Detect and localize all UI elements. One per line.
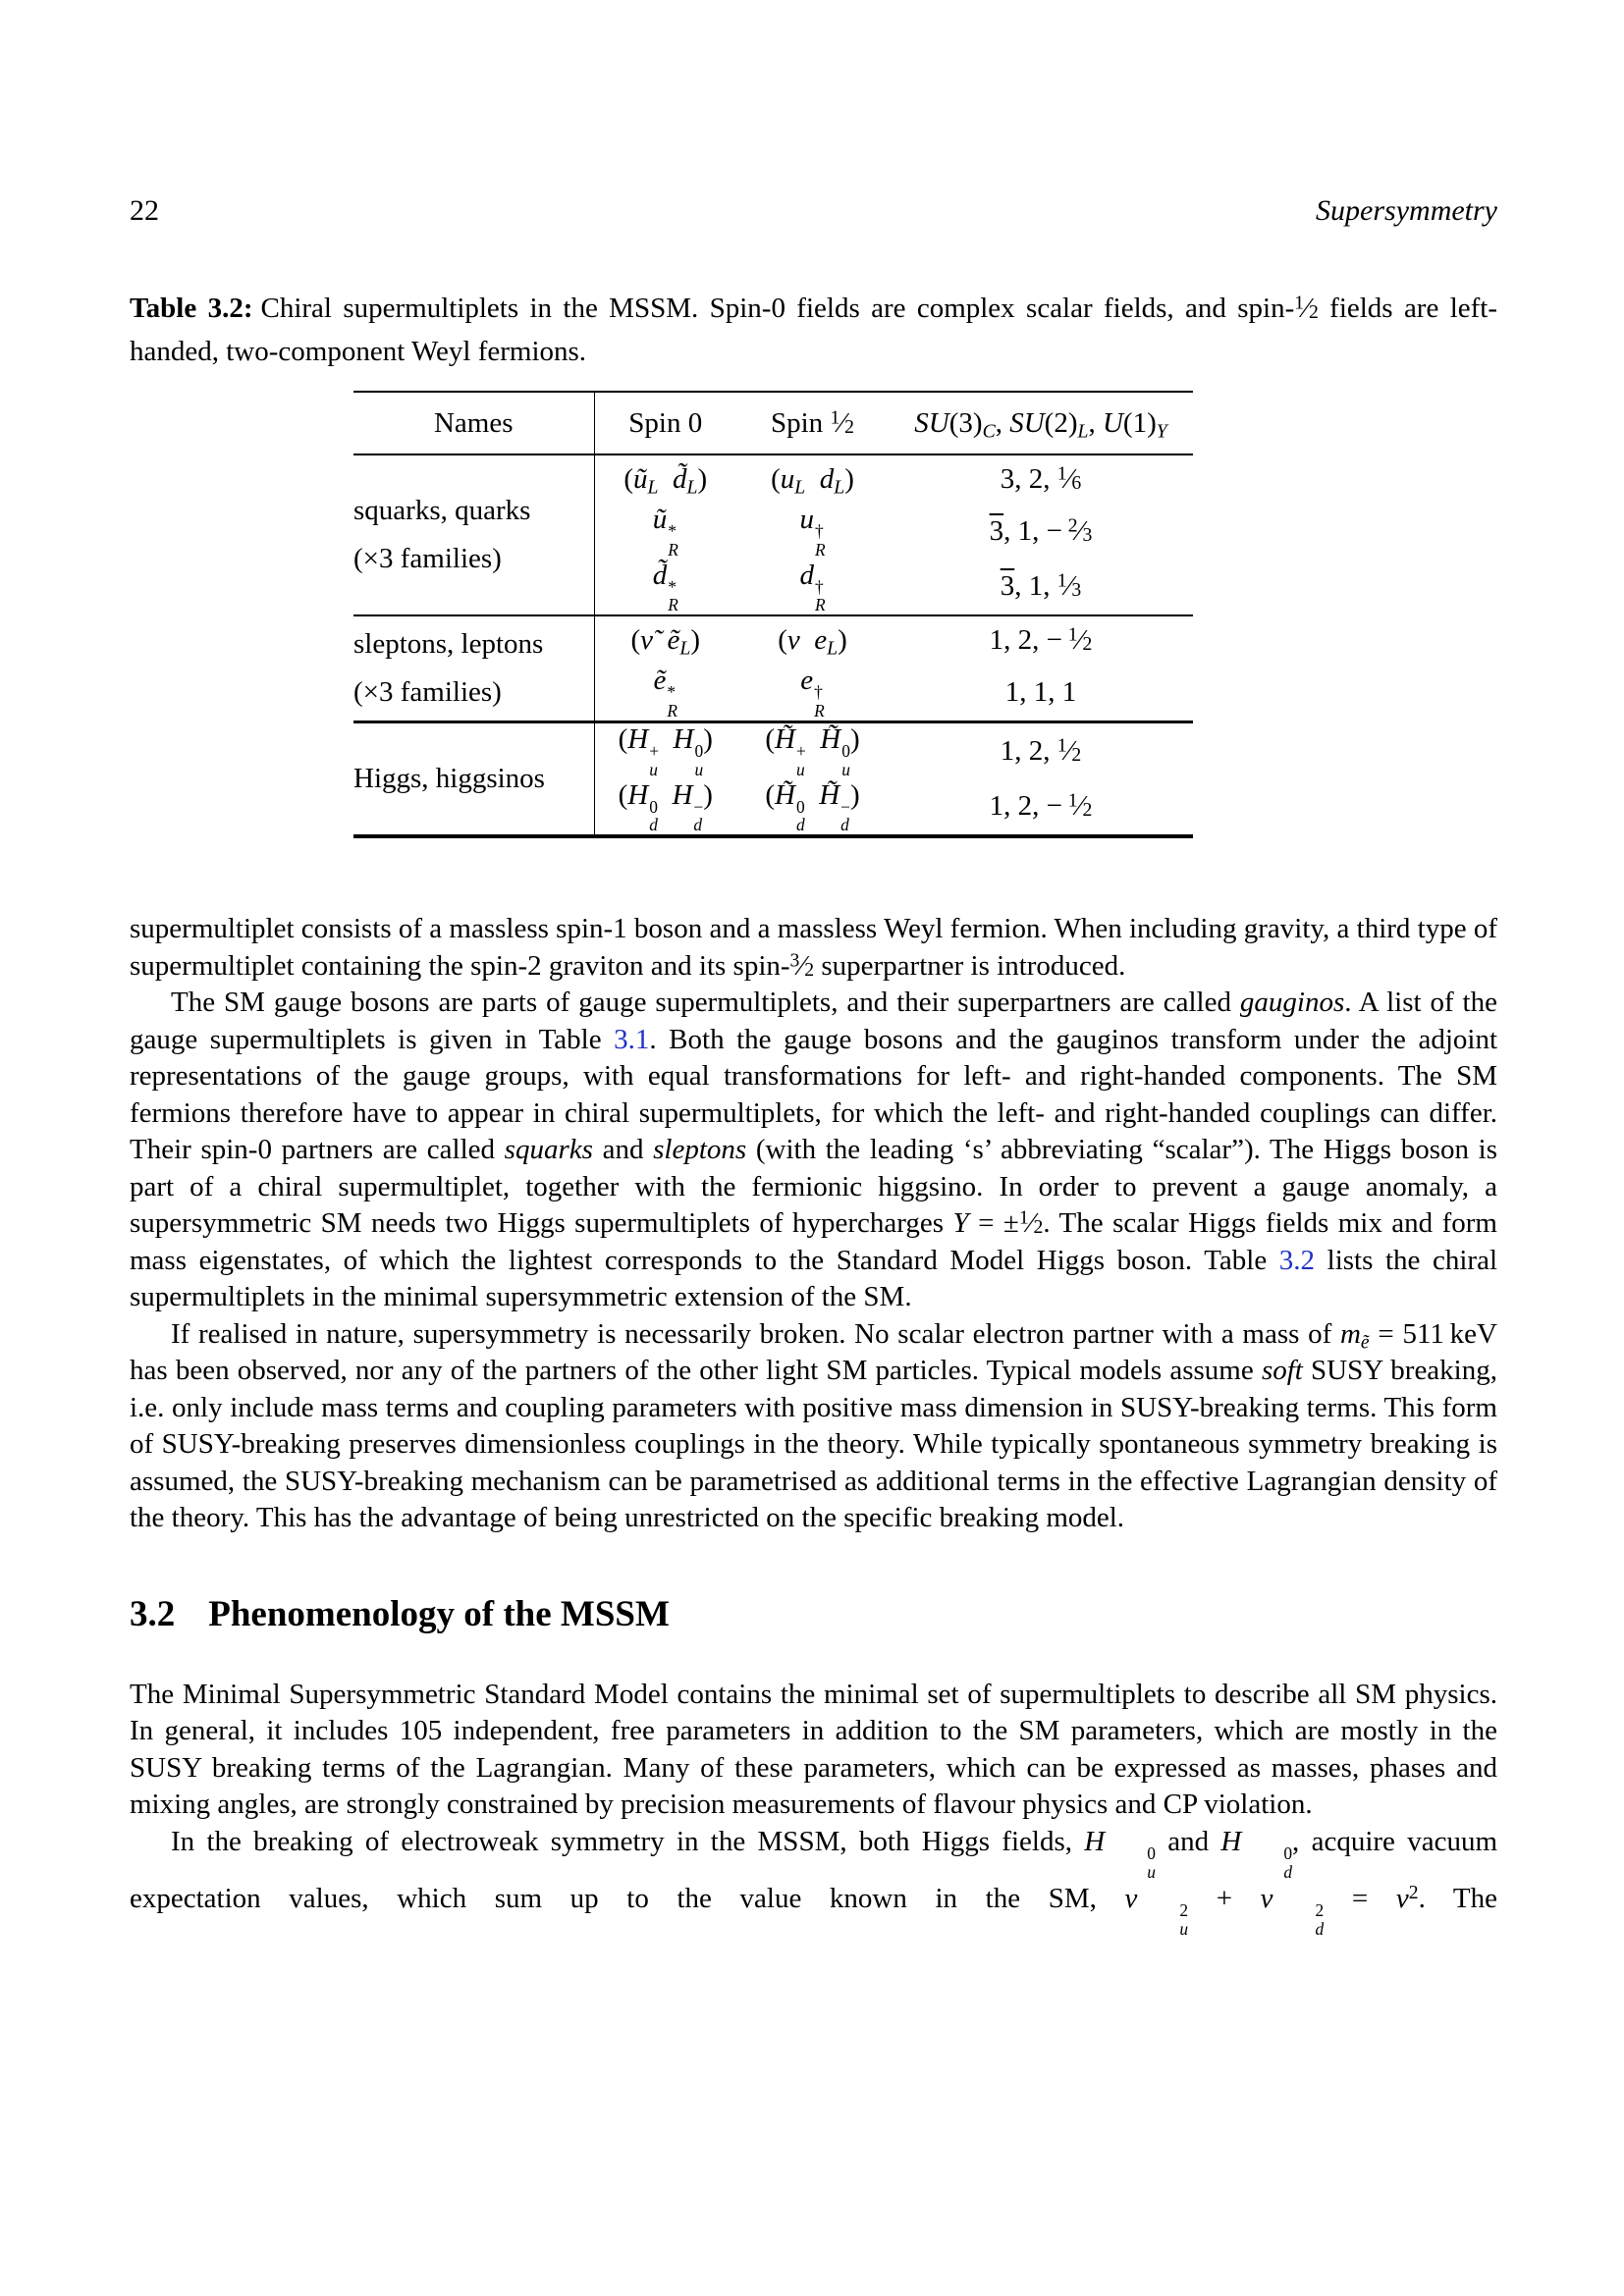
cell-spin0: (ν̃ ẽ$_L$) <box>630 624 701 660</box>
group-name-line: sleptons, leptons <box>353 628 544 661</box>
group-name-line: (×3 families) <box>353 543 502 575</box>
table-row <box>353 615 1193 665</box>
cell-spin12: d † R <box>799 559 826 615</box>
group-squarks-quarks <box>353 454 1193 615</box>
page-number: 22 <box>130 194 159 227</box>
cell-gauge: 1, 2, − $^1⁄_2$ <box>989 624 1093 657</box>
cell-gauge: 3, 1, − $^2⁄_3$ <box>989 514 1093 547</box>
ref-table-3-1[interactable]: 3.1 <box>614 1023 650 1055</box>
group-name-line: Higgs, higgsinos <box>353 763 545 795</box>
cell-spin0: ($ũ_L$ $d̃_L$) <box>623 463 708 499</box>
col-header-names: Names <box>353 392 594 454</box>
section-title: Phenomenology of the MSSM <box>208 1593 670 1634</box>
cell-spin12: (H̃ 0 d H̃ − d ) <box>765 778 860 835</box>
running-title: Supersymmetry <box>1316 194 1497 227</box>
cell-spin0: (H + u H 0 u ) <box>618 722 713 779</box>
table-chiral-supermultiplets <box>353 391 1193 838</box>
ref-table-3-2[interactable]: 3.2 <box>1278 1244 1316 1276</box>
group-higgs-higgsinos <box>353 721 1193 836</box>
body-text <box>130 1677 1497 1939</box>
cell-gauge: 1, 1, 1 <box>1004 676 1077 709</box>
paragraph: If realised in nature, supersymmetry is necessarily broken. No scalar electron partner with a mass of $m_ẽ = 511$ keV has been observed, nor any of the partners of the other light SM particles. Typical models assume soft SUSY breaking, i.e. only include mass terms and coupling parameters with positive mass dimension in SUSY-breaking terms. This form of SUSY-breaking preserves dimensionless couplings in the theory. While typically spontaneous symmetry breaking is assumed, the SUSY-breaking mechanism can be parametrised as additional terms in the effective Lagrangian density of the theory. This has the advantage of being unrestricted on the specific breaking model. <box>130 1317 1497 1534</box>
running-head <box>130 196 1497 226</box>
paragraph: In the breaking of electroweak symmetry in the MSSM, both Higgs fields, H 0 u and H 0 d , acquire vacuum expectation values, which sum up to the value known in the SM, v 2 u + v 2 d = $v^2$. The <box>130 1825 1498 1940</box>
cell-names <box>353 615 594 721</box>
caption-label: Table 3.2: <box>130 293 253 324</box>
cell-gauge: 1, 2, $^1⁄_2$ <box>1000 734 1082 767</box>
section-heading <box>130 1594 1497 1635</box>
cell-spin0: ẽ * R <box>653 665 677 721</box>
cell-spin12: (ν $e_L$) <box>778 624 847 660</box>
paragraph: The Minimal Supersymmetric Standard Model contains the minimal set of supermultiplets to describe all SM physics. In general, it includes 105 independent, free parameters in addition to the SM parameters, which are mostly in the SUSY breaking terms of the Lagrangian. Many of these parameters, which can be expressed as masses, phases and mixing angles, are strongly constrained by precision measurements of flavour physics and CP violation. <box>130 1678 1497 1821</box>
group-name-line: squarks, quarks <box>353 495 531 527</box>
table-head <box>353 392 1193 454</box>
cell-spin0: (H 0 d H − d ) <box>618 778 713 835</box>
group-sleptons-leptons <box>353 615 1193 721</box>
body-text <box>130 911 1497 1537</box>
cell-names <box>353 721 594 836</box>
cell-gauge: 3, 2, $^1⁄_6$ <box>1000 462 1082 495</box>
col-header-spin0: Spin 0 <box>628 406 703 439</box>
col-header-gauge: $SU(3)_C$, $SU(2)_L$, $U(1)_Y$ <box>914 406 1167 443</box>
cell-spin0: d̃ * R <box>652 559 678 615</box>
cell-spin0: ũ * R <box>652 504 678 560</box>
table-header-row <box>353 392 1193 454</box>
cell-gauge: 3, 1, $^1⁄_3$ <box>1000 570 1082 603</box>
table-wrapper <box>353 391 1497 838</box>
col-header-spin12: Spin $^1⁄_2$ <box>771 406 854 439</box>
paragraph: supermultiplet consists of a massless spin-1 boson and a massless Weyl fermion. When including gravity, a third type of supermultiplet containing the spin-2 graviton and its spin-$^3⁄_2$ superpartner is introduced. <box>130 913 1497 982</box>
table-row <box>353 721 1193 778</box>
table-caption <box>130 287 1497 373</box>
cell-spin12: (H̃ + u H̃ 0 u ) <box>765 722 860 779</box>
cell-spin12: u † R <box>799 504 826 560</box>
section-number: 3.2 <box>130 1593 176 1634</box>
cell-spin12: ($u_L$ $d_L$) <box>771 463 854 499</box>
paragraph: The SM gauge bosons are parts of gauge supermultiplets, and their superpartners are called gauginos. A list of the gauge supermultiplets is given in Table 3.1. Both the gauge bosons and the gauginos transform under the adjoint representations of the gauge groups, with equal transformations for left- and right-handed components. The SM fermions therefore have to appear in chiral supermultiplets, for which the left- and right-handed couplings can differ. Their spin-0 partners are called squarks and sleptons (with the leading ‘s’ abbreviating “scalar”). The Higgs boson is part of a chiral supermultiplet, together with the fermionic higgsino. In order to prevent a gauge anomaly, a supersymmetric SM needs two Higgs supermultiplets of hypercharges $Y = \pm^1⁄_2$. The scalar Higgs fields mix and form mass eigenstates, of which the lightest corresponds to the Standard Model Higgs boson. Table 3.2 lists the chiral supermultiplets in the minimal supersymmetric extension of the SM. <box>130 987 1498 1313</box>
cell-gauge: 1, 2, − $^1⁄_2$ <box>989 790 1093 823</box>
group-name-line: (×3 families) <box>353 676 502 709</box>
caption-text: Chiral supermultiplets in the MSSM. Spin-0 fields are complex scalar fields, and spin-$^1⁄_2$ fields are left-handed, two-component Weyl fermions. <box>130 292 1497 367</box>
table-row <box>353 454 1193 504</box>
cell-names <box>353 454 594 615</box>
cell-spin12: e † R <box>800 665 825 721</box>
